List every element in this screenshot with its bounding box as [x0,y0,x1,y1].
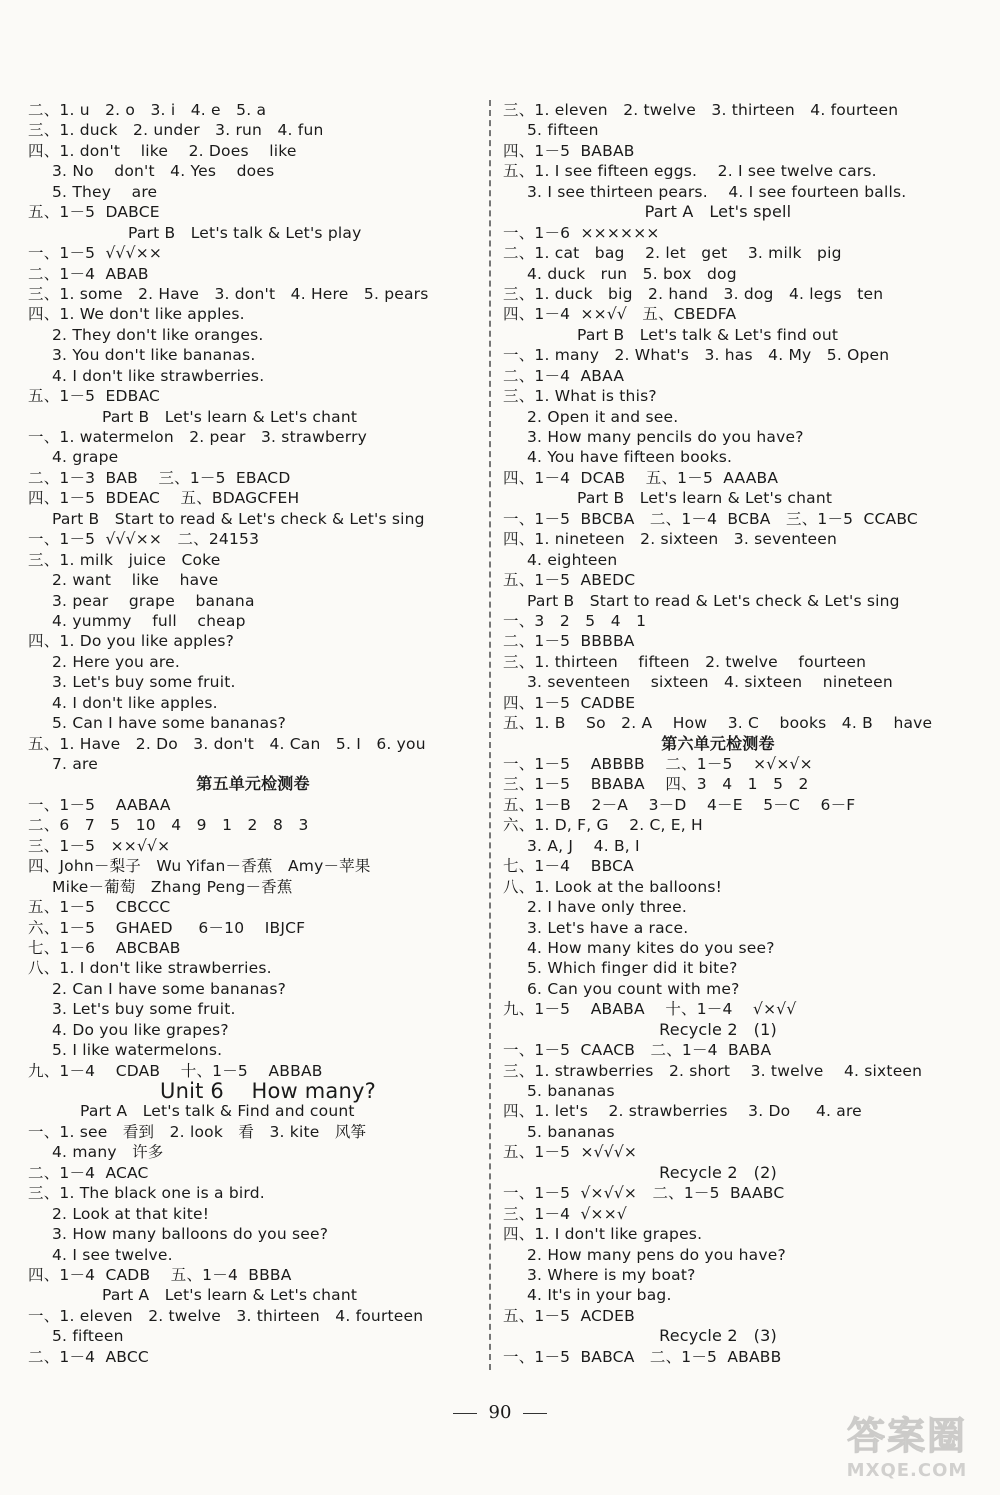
answer-line: 2. Can I have some bananas? [52,979,287,998]
answer-line: 三、1. The black one is a bird. [28,1184,265,1203]
answer-line: 4. It's in your bag. [527,1286,672,1305]
answer-line: 2. How many pens do you have? [527,1245,786,1264]
unit-title: Unit 6 How many? [160,1079,376,1103]
answer-line: 4. You have fifteen books. [527,448,733,467]
answer-line: 3. No don't 4. Yes does [52,162,275,181]
answer-line: 四、1－5 BDEAC 五、BDAGCFEH [28,489,300,508]
answer-line: 一、1－5 BABCA 二、1－5 ABABB [503,1347,782,1366]
answer-line: 二、1－3 BAB 三、1－5 EBACD [28,468,291,487]
answer-line: 三、1－5 ××√√× [28,836,171,855]
answer-line: 五、1. B So 2. A How 3. C books 4. B have [503,714,933,733]
answer-line: 一、1. many 2. What's 3. has 4. My 5. Open [503,346,890,365]
answer-line: 二、1－5 BBBBA [503,632,635,651]
answer-line: 五、1－5 ×√√√× [503,1143,638,1162]
answer-line: 八、1. Look at the balloons! [503,877,723,896]
answer-line: 三、1. some 2. Have 3. don't 4. Here 5. pears [28,284,429,303]
answer-line: 四、1. nineteen 2. sixteen 3. seventeen [503,530,838,549]
section-heading: 第六单元检测卷 [661,733,775,753]
answer-line: 4. yummy full cheap [52,611,246,630]
answer-line: 三、1. duck 2. under 3. run 4. fun [28,121,324,140]
right-answer-column [503,100,933,1367]
part-heading: Recycle 2 (3) [659,1326,777,1346]
answer-line: 5. fifteen [527,121,599,140]
answer-line: 六、1－5 GHAED 6－10 IBJCF [28,918,306,937]
answer-line: 4. Do you like grapes? [52,1020,229,1039]
answer-line: 四、1－4 DCAB 五、1－5 AAABA [503,468,779,487]
answer-line: 一、1－5 AABAA [28,795,171,814]
answer-line: 五、1－5 ABEDC [503,571,636,590]
answer-line: Part A Let's learn & Let's chant [102,1286,358,1305]
answer-line: 4. I don't like strawberries. [52,366,265,385]
answer-line: 七、1－4 BBCA [503,857,634,876]
answer-line: Part B Let's talk & Let's play [128,223,362,242]
answer-line: Part B Let's talk & Let's find out [577,325,839,344]
answer-line: 5. Can I have some bananas? [52,714,287,733]
answer-line: 九、1－4 CDAB 十、1－5 ABBAB [28,1061,323,1080]
answer-line: 二、1－4 ABAA [503,366,625,385]
answer-line: 一、1－6 ×××××× [503,223,660,242]
answer-line: 一、1－5 ABBBB 二、1－5 ×√×√× [503,755,813,773]
answer-line: 二、6 7 5 10 4 9 1 2 8 3 [28,816,309,835]
answer-line: 2. want like have [52,571,219,590]
answer-line: 三、1－4 √××√ [503,1204,628,1223]
answer-line: 二、1－4 ABAB [28,264,149,283]
answer-line: 2. Open it and see. [527,407,679,426]
answer-line: 一、1－5 BBCBA 二、1－4 BCBA 三、1－5 CCABC [503,509,918,528]
answer-line: 二、1. cat bag 2. let get 3. milk pig [503,244,842,263]
answer-line: Part B Let's learn & Let's chant [102,407,358,426]
answer-line: 3. I see thirteen pears. 4. I see fourteen balls. [527,182,907,201]
answer-line: 三、1. What is this? [503,387,657,406]
answer-line: 七、1－6 ABCBAB [28,938,181,957]
answer-line: 五、1－5 DABCE [28,203,160,222]
answer-line: 四、1. Do you like apples? [28,632,235,651]
answer-line: 4. many 许多 [52,1143,164,1162]
answer-line: 四、1. let's 2. strawberries 3. Do 4. are [503,1102,862,1121]
answer-line: 五、1－B 2－A 3－D 4－E 5－C 6－F [503,795,856,814]
answer-line: Part B Start to read & Let's check & Let's sing [52,509,425,528]
answer-line: 五、1－5 CBCCC [28,898,171,917]
answer-line: 4. duck run 5. box dog [527,264,737,283]
answer-line: 一、1－5 CAACB 二、1－4 BABA [503,1041,772,1060]
answer-line: 3. Where is my boat? [527,1265,696,1284]
answer-line: 一、1. see 看到 2. look 看 3. kite 风筝 [28,1122,367,1141]
answer-line: 一、1－5 √√√×× [28,244,163,263]
answer-line: 3. Let's have a race. [527,918,689,937]
answer-line: 四、John－梨子 Wu Yifan－香蕉 Amy－苹果 [28,857,371,876]
answer-line: 4. I don't like apples. [52,693,218,712]
watermark-logo-text: 答案圈 [846,1414,967,1458]
answer-line: 四、1. I don't like grapes. [503,1225,703,1244]
answer-line: 四、1－4 CADB 五、1－4 BBBA [28,1265,292,1284]
answer-line: 2. Here you are. [52,652,181,671]
answer-line: 5. bananas [527,1082,615,1100]
answer-line: 一、3 2 5 4 1 [503,611,647,630]
watermark-url: MXQE.COM [846,1460,968,1481]
answer-line: 四、1－4 ××√√ 五、CBEDFA [503,305,737,324]
part-heading: Part A Let's spell [644,202,792,222]
answer-line: Mike－葡萄 Zhang Peng－香蕉 [52,877,293,896]
answer-line: 3. Let's buy some fruit. [52,1000,236,1019]
answer-line: 5. I like watermelons. [52,1041,223,1060]
answer-line: 4. I see twelve. [52,1245,173,1264]
answer-line: 八、1. I don't like strawberries. [28,959,272,978]
answer-line: 3. How many balloons do you see? [52,1225,329,1244]
answer-line: 五、1. Have 2. Do 3. don't 4. Can 5. I 6. you [28,734,426,753]
answer-line: 五、1. I see fifteen eggs. 2. I see twelve cars. [503,162,877,181]
answer-line: 4. How many kites do you see? [527,938,775,957]
answer-line: 3. seventeen sixteen 4. sixteen nineteen [527,673,893,692]
answer-line: Part B Let's learn & Let's chant [577,489,833,508]
section-heading: 第五单元检测卷 [196,774,310,794]
answer-line: 三、1－5 BBABA 四、3 4 1 5 2 [503,775,809,794]
answer-line: 五、1－5 ACDEB [503,1306,635,1325]
answer-line: 2. They don't like oranges. [52,325,264,344]
answer-line: 四、1－5 CADBE [503,693,636,712]
answer-line: 3. Let's buy some fruit. [52,673,236,692]
answer-line: 四、1. We don't like apples. [28,305,245,324]
answer-line: 四、1. don't like 2. Does like [28,141,297,160]
answer-line: 3. How many pencils do you have? [527,428,804,446]
answer-line: 二、1. u 2. o 3. i 4. e 5. a [28,101,267,119]
answer-line: 二、1－4 ACAC [28,1163,149,1182]
part-heading: Recycle 2 (2) [659,1162,777,1182]
answer-line: 5. Which finger did it bite? [527,959,738,978]
answer-line: 三、1. milk juice Coke [28,550,221,569]
page-number: 90 [0,1402,1000,1423]
answer-line: 3. A, J 4. B, I [527,836,640,855]
answer-line: 六、1. D, F, G 2. C, E, H [503,816,703,835]
answer-line: 7. are [52,755,98,773]
answer-line: 4. grape [52,448,119,467]
answer-line: 一、1－5 √√√×× 二、24153 [28,530,260,549]
answer-line: 4. eighteen [527,550,618,569]
answer-line: 6. Can you count with me? [527,979,740,998]
answer-line: 5. bananas [527,1122,615,1141]
column-divider [489,100,491,1370]
answer-line: 二、1－4 ABCC [28,1347,149,1366]
answer-line: Part B Start to read & Let's check & Let's sing [527,591,900,610]
answer-line: 3. pear grape banana [52,591,255,610]
answer-line: 一、1. watermelon 2. pear 3. strawberry [28,428,368,446]
part-heading: Recycle 2 (1) [659,1019,777,1039]
answer-line: 九、1－5 ABABA 十、1－4 √×√√ [503,1000,797,1019]
answer-line: 三、1. strawberries 2. short 3. twelve 4. sixteen [503,1061,923,1080]
answer-line: 一、1. eleven 2. twelve 3. thirteen 4. fourteen [28,1306,424,1325]
answer-line: 四、1－5 BABAB [503,141,635,160]
answer-line: 5. They are [52,182,158,201]
answer-line: 2. I have only three. [527,898,688,917]
answer-line: 三、1. thirteen fifteen 2. twelve fourteen [503,652,867,671]
left-answer-column [28,100,478,1367]
answer-line: Part A Let's talk & Find and count [80,1102,355,1121]
answer-line: 五、1－5 EDBAC [28,387,160,406]
answer-line: 一、1－5 √×√√× 二、1－5 BAABC [503,1184,785,1203]
answer-line: 三、1. eleven 2. twelve 3. thirteen 4. fourteen [503,101,899,119]
answer-line: 三、1. duck big 2. hand 3. dog 4. legs ten [503,284,884,303]
answer-line: 3. You don't like bananas. [52,346,256,365]
answer-line: 5. fifteen [52,1327,124,1346]
answer-line: 2. Look at that kite! [52,1204,210,1223]
watermark-logo [832,1405,982,1481]
